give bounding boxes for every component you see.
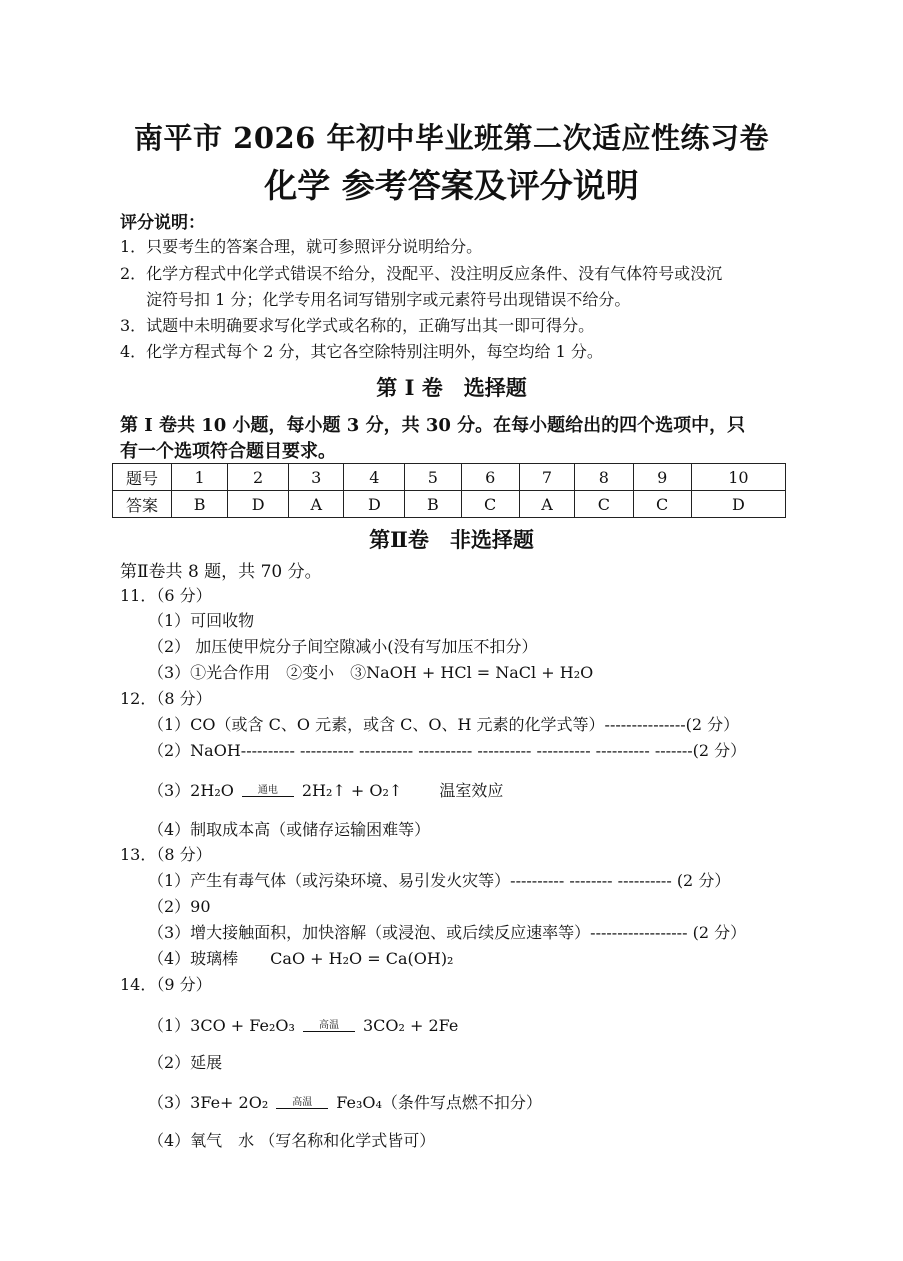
q11-heading: 11．（6 分） xyxy=(120,586,212,605)
answer-cell: A xyxy=(289,491,344,518)
table-row-numbers xyxy=(113,464,786,491)
q12-answer-4: （4）制取成本高（或储存运输困难等） xyxy=(148,820,431,839)
page-subtitle: 化学 参考答案及评分说明 xyxy=(264,166,639,205)
reaction-bar xyxy=(303,1031,355,1032)
answer-cell: B xyxy=(405,491,461,518)
answer-cell: D xyxy=(228,491,289,518)
grading-notes-heading: 评分说明： xyxy=(120,213,205,233)
question-number-cell: 1 xyxy=(172,464,228,491)
q11-answer-1: （1）可回收物 xyxy=(148,611,255,630)
grading-note-2-cont: 淀符号扣 1 分；化学专用名词写错别字或元素符号出现错误不给分。 xyxy=(146,290,631,309)
q13-answer-2: （2）90 xyxy=(148,897,211,916)
reaction-condition-label: 高温 xyxy=(292,1096,313,1108)
q14-heading: 14．（9 分） xyxy=(120,975,212,994)
equation-products: Fe₃O₄（条件写点燃不扣分） xyxy=(336,1093,542,1112)
answer-cell: D xyxy=(344,491,405,518)
q12-heading: 12．（8 分） xyxy=(120,689,212,708)
answer-cell: C xyxy=(461,491,519,518)
q12-answer-1: （1）CO（或含 C、O 元素，或含 C、O、H 元素的化学式等）---------------(2 分） xyxy=(148,715,740,734)
answer-cell: C xyxy=(575,491,633,518)
grading-note-3: 3．试题中未明确要求写化学式或名称的，正确写出其一即可得分。 xyxy=(120,316,595,335)
q14-answer-3 xyxy=(148,1090,542,1113)
part2-title: 第Ⅱ卷 非选择题 xyxy=(369,527,534,552)
table-row-answers xyxy=(113,491,786,518)
question-number-cell: 6 xyxy=(461,464,519,491)
answer-cell: C xyxy=(633,491,691,518)
part1-intro-line1: 第 I 卷共 10 小题，每小题 3 分，共 30 分。在每小题给出的四个选项中，只 xyxy=(120,415,746,436)
equation-reactants: （3）3Fe+ 2O₂ xyxy=(148,1093,269,1112)
equation-reactants: （1）3CO + Fe₂O₃ xyxy=(148,1016,295,1035)
equation-products: 2H₂↑ + O₂↑ 温室效应 xyxy=(301,781,504,800)
part1-intro-line2: 有一个选项符合题目要求。 xyxy=(120,441,336,462)
reaction-condition-arrow xyxy=(272,1096,332,1112)
question-number-cell: 9 xyxy=(633,464,691,491)
q13-heading: 13．（8 分） xyxy=(120,845,212,864)
row-label-answer: 答案 xyxy=(113,491,172,518)
answer-table xyxy=(112,463,786,518)
question-number-cell: 5 xyxy=(405,464,461,491)
answer-cell: B xyxy=(172,491,228,518)
q14-answer-4: （4）氧气 水 （写名称和化学式皆可） xyxy=(148,1131,436,1150)
q12-answer-3 xyxy=(148,778,503,801)
reaction-condition-arrow xyxy=(299,1019,359,1035)
q13-answer-1: （1）产生有毒气体（或污染环境、易引发火灾等）---------- -------- ---------- (2 分） xyxy=(148,871,731,890)
q13-answer-4: （4）玻璃棒 CaO + H₂O = Ca(OH)₂ xyxy=(148,949,454,968)
q11-answer-2: （2） 加压使甲烷分子间空隙减小(没有写加压不扣分） xyxy=(148,637,538,656)
reaction-bar xyxy=(242,796,294,797)
equation-reactants: （3）2H₂O xyxy=(148,781,234,800)
reaction-bar xyxy=(276,1108,328,1109)
grading-note-1: 1．只要考生的答案合理，就可参照评分说明给分。 xyxy=(120,237,483,256)
q11-answer-3: （3）①光合作用 ②变小 ③NaOH + HCl = NaCl + H₂O xyxy=(148,663,594,682)
grading-note-2: 2．化学方程式中化学式错误不给分，没配平、没注明反应条件、没有气体符号或没沉 xyxy=(120,264,723,283)
question-number-cell: 8 xyxy=(575,464,633,491)
equation-products: 3CO₂ + 2Fe xyxy=(362,1016,459,1035)
q14-answer-2: （2）延展 xyxy=(148,1053,223,1072)
reaction-condition-label: 高温 xyxy=(318,1019,339,1031)
part2-intro: 第Ⅱ卷共 8 题，共 70 分。 xyxy=(120,562,322,582)
q14-answer-1 xyxy=(148,1013,458,1036)
reaction-condition-label: 通电 xyxy=(257,784,278,796)
question-number-cell: 4 xyxy=(344,464,405,491)
part1-title: 第 I 卷 选择题 xyxy=(376,375,527,400)
question-number-cell: 10 xyxy=(691,464,785,491)
answer-cell: A xyxy=(519,491,574,518)
answer-cell: D xyxy=(691,491,785,518)
row-label-question-number: 题号 xyxy=(113,464,172,491)
grading-note-4: 4．化学方程式每个 2 分，其它各空除特别注明外，每空均给 1 分。 xyxy=(120,342,603,361)
page-title: 南平市 2026 年初中毕业班第二次适应性练习卷 xyxy=(134,121,769,155)
question-number-cell: 3 xyxy=(289,464,344,491)
question-number-cell: 2 xyxy=(228,464,289,491)
reaction-condition-arrow xyxy=(238,784,298,800)
question-number-cell: 7 xyxy=(519,464,574,491)
q13-answer-3: （3）增大接触面积，加快溶解（或浸泡、或后续反应速率等）------------------ (2 分） xyxy=(148,923,747,942)
q12-answer-2: （2）NaOH---------- ---------- ---------- ---------- ---------- ---------- ---------- -------(2 分） xyxy=(148,741,747,760)
